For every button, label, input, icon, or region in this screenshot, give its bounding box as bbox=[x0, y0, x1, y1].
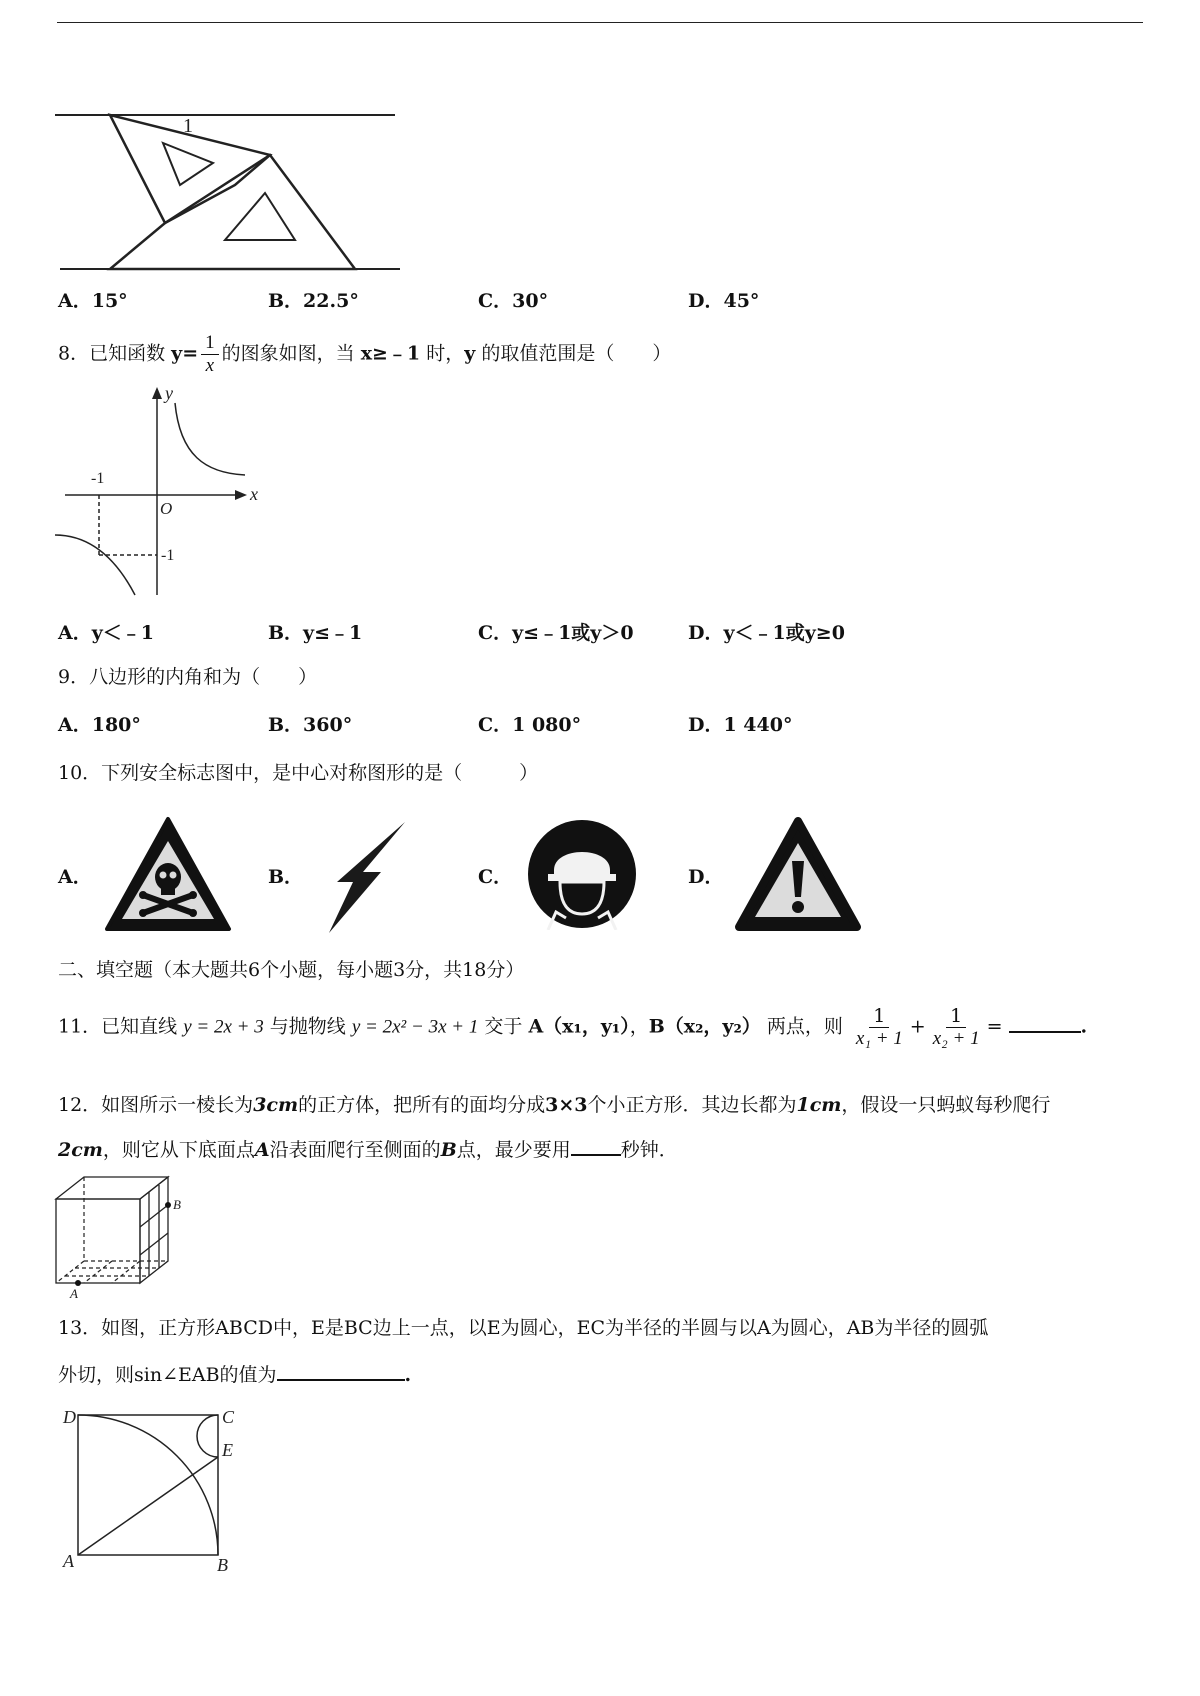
q8-text-mid: 的图象如图，当 bbox=[221, 342, 355, 365]
q8-frac-num: 1 bbox=[201, 332, 219, 355]
q12-small-length: 1cm bbox=[796, 1094, 842, 1116]
q8-option-a[interactable]: A．y＜﹣1 bbox=[58, 622, 155, 644]
q12-text-2d: 秒钟． bbox=[620, 1139, 678, 1161]
q8-text-pre: 已知函数 bbox=[89, 342, 166, 365]
q13-label-b: B bbox=[217, 1555, 228, 1575]
q11-fraction-2 bbox=[929, 1005, 984, 1050]
q11-end: . bbox=[1080, 1015, 1088, 1038]
q7-option-b[interactable]: B．22.5° bbox=[268, 290, 359, 312]
q8-x-label: x bbox=[250, 484, 258, 504]
q8-text-mid2: 时， bbox=[426, 342, 465, 365]
q11-line-equation: y = 2x + 3 bbox=[183, 1016, 264, 1038]
q10-option-b-lightning-sign[interactable] bbox=[325, 820, 410, 935]
q12-speed: 2cm bbox=[58, 1139, 103, 1161]
q11-frac1-num: 1 bbox=[869, 1005, 889, 1028]
q11-frac2-num: 1 bbox=[946, 1005, 966, 1028]
q9-option-a[interactable]: A．180° bbox=[58, 714, 141, 736]
q8-number: 8． bbox=[58, 342, 90, 365]
q8-x-arrow bbox=[235, 490, 247, 500]
q12-text-1d: ，假设一只蚂蚁每秒爬行 bbox=[841, 1094, 1051, 1116]
header-rule bbox=[57, 22, 1143, 23]
q12-text-2a: ，则它从下底面点 bbox=[102, 1139, 255, 1161]
q8-y-label: y bbox=[165, 385, 173, 403]
q13-text-2b: . bbox=[404, 1364, 412, 1386]
q8-y-arrow bbox=[152, 387, 162, 399]
q11-stem bbox=[58, 1005, 1087, 1050]
q13-label-e: E bbox=[222, 1440, 233, 1460]
q10-option-b-label[interactable]: B． bbox=[268, 866, 304, 888]
q13-answer-blank[interactable] bbox=[277, 1379, 405, 1381]
q13-line-2 bbox=[58, 1360, 411, 1387]
q7-option-c[interactable]: C．30° bbox=[478, 290, 549, 312]
q7-option-d[interactable]: D．45° bbox=[688, 290, 760, 312]
q13-semicircle-center-e bbox=[197, 1415, 218, 1457]
q11-point-b: B（x₂，y₂） bbox=[648, 1015, 761, 1038]
q8-frac-den: x bbox=[205, 355, 215, 376]
q11-parabola-equation: y = 2x² − 3x + 1 bbox=[351, 1016, 479, 1038]
q12-text-1c: 个小正方形．其边长都为 bbox=[587, 1094, 797, 1116]
q8-option-c[interactable]: C．y≤﹣1或y＞0 bbox=[478, 622, 634, 644]
q8-text-post: 的取值范围是（ ） bbox=[481, 342, 672, 365]
q8-fraction bbox=[201, 332, 219, 377]
q10-option-c-helmet-sign[interactable] bbox=[526, 818, 638, 930]
q10-option-d-label[interactable]: D． bbox=[688, 866, 724, 888]
q11-text-mid3: 两点，则 bbox=[766, 1015, 843, 1038]
q12-grid: 3×3 bbox=[545, 1094, 588, 1116]
q11-text-mid1: 与抛物线 bbox=[269, 1015, 346, 1038]
q7-hole-1 bbox=[163, 143, 213, 185]
q12-figure-label-a: A bbox=[70, 1286, 78, 1300]
q11-separator: ， bbox=[629, 1015, 649, 1038]
q7-angle-label: 1 bbox=[183, 115, 193, 137]
q13-line-1: 13．如图，正方形ABCD中，E是BC边上一点，以E为圆心，EC为半径的半圆与以A为圆心，AB为半径的圆弧 bbox=[58, 1317, 989, 1339]
q8-option-d[interactable]: D．y＜﹣1或y≥0 bbox=[688, 622, 845, 644]
q11-frac2-den: x₂ + 1 bbox=[932, 1028, 980, 1049]
q11-plus: + bbox=[909, 1015, 926, 1038]
q12-point-b-dot bbox=[165, 1202, 171, 1208]
q12-figure-label-b: B bbox=[173, 1197, 181, 1212]
q12-answer-blank[interactable] bbox=[571, 1154, 621, 1156]
section-2-heading: 二、填空题（本大题共6个小题，每小题3分，共18分） bbox=[58, 959, 525, 981]
q12-text-1a: 12．如图所示一棱长为 bbox=[58, 1094, 254, 1116]
q10-option-a-toxic-sign[interactable] bbox=[103, 815, 233, 935]
q11-number: 11．已知直线 bbox=[58, 1015, 178, 1038]
q8-var-y: y bbox=[464, 342, 476, 365]
q12-edge-length: 3cm bbox=[253, 1094, 299, 1116]
q8-curve-branch-1 bbox=[175, 403, 245, 475]
q13-label-d: D bbox=[63, 1407, 76, 1427]
q9-option-b[interactable]: B．360° bbox=[268, 714, 353, 736]
q8-y-tick-label: -1 bbox=[161, 547, 175, 564]
q8-condition: x≥﹣1 bbox=[360, 342, 421, 365]
q13-text-2a: 外切，则sin∠EAB的值为 bbox=[58, 1364, 277, 1386]
q8-option-b[interactable]: B．y≤﹣1 bbox=[268, 622, 363, 644]
q10-stem: 10．下列安全标志图中，是中心对称图形的是（ ） bbox=[58, 762, 539, 784]
q12-point-b: B bbox=[440, 1139, 457, 1161]
q10-option-c-label[interactable]: C． bbox=[478, 866, 513, 888]
q13-square-figure bbox=[55, 1405, 255, 1580]
q8-stem bbox=[58, 332, 671, 377]
q12-line-2 bbox=[58, 1135, 678, 1162]
q7-hole-2 bbox=[225, 193, 295, 240]
q7-set-square-2 bbox=[110, 155, 355, 269]
q10-option-a-label[interactable]: A． bbox=[58, 866, 92, 888]
q8-curve-branch-2 bbox=[55, 535, 135, 595]
q13-label-c: C bbox=[222, 1407, 235, 1427]
q8-func-lhs: y= bbox=[171, 342, 199, 365]
q8-origin-label: O bbox=[160, 499, 173, 518]
q12-text-2c: 点，最少要用 bbox=[456, 1139, 571, 1161]
q11-text-mid2: 交于 bbox=[484, 1015, 523, 1038]
q8-graph bbox=[55, 385, 265, 600]
q7-option-a[interactable]: A．15° bbox=[58, 290, 128, 312]
q10-option-d-warning-sign[interactable] bbox=[733, 815, 863, 935]
q9-stem: 9．八边形的内角和为（ ） bbox=[58, 666, 318, 688]
q8-x-tick-label: -1 bbox=[91, 470, 105, 487]
q11-answer-blank[interactable] bbox=[1009, 1031, 1081, 1033]
q12-cube-figure bbox=[52, 1175, 202, 1300]
q7-figure bbox=[55, 105, 405, 275]
q11-frac1-den: x₁ + 1 bbox=[855, 1028, 903, 1049]
q11-equals: = bbox=[986, 1015, 1003, 1038]
q11-fraction-1 bbox=[852, 1005, 907, 1050]
q13-line-ae bbox=[78, 1457, 218, 1555]
q12-point-a: A bbox=[254, 1139, 270, 1161]
q9-option-d[interactable]: D．1 440° bbox=[688, 714, 793, 736]
q12-line-1 bbox=[58, 1090, 1050, 1117]
q12-text-1b: 的正方体，把所有的面均分成 bbox=[298, 1094, 546, 1116]
q13-label-a: A bbox=[63, 1551, 74, 1571]
q9-option-c[interactable]: C．1 080° bbox=[478, 714, 582, 736]
q12-text-2b: 沿表面爬行至侧面的 bbox=[269, 1139, 441, 1161]
q11-point-a: A（x₁，y₁） bbox=[528, 1015, 630, 1038]
